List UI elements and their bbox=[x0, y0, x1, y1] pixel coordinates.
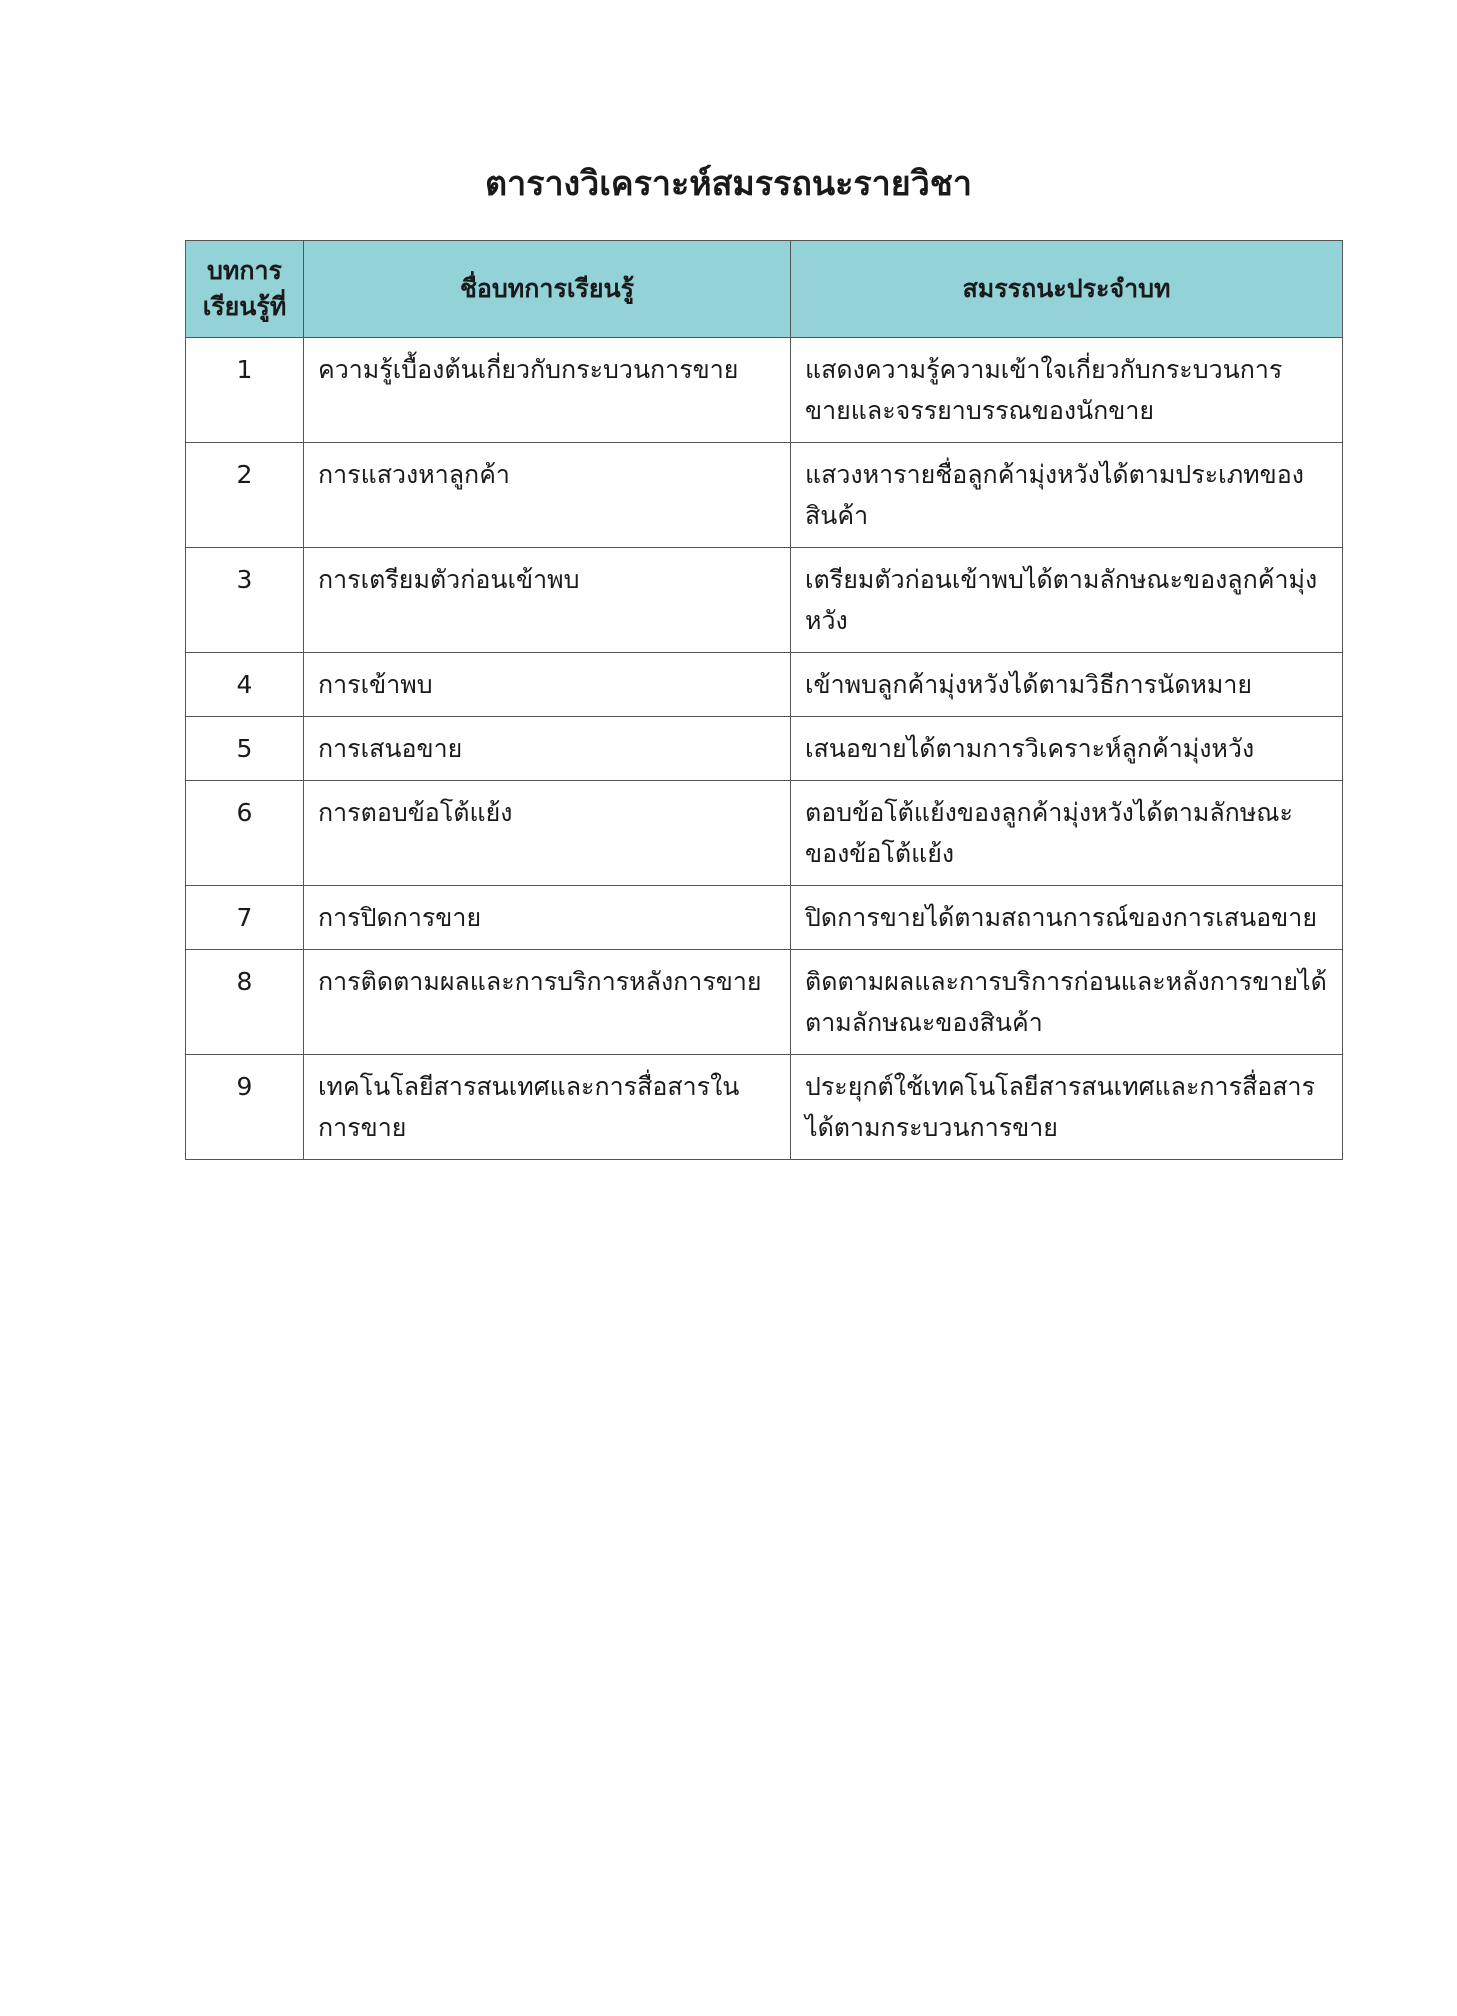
chapter-competency: แสดงความรู้ความเข้าใจเกี่ยวกับกระบวนการขายและจรรยาบรรณของนักขาย bbox=[791, 338, 1343, 443]
chapter-competency: ปิดการขายได้ตามสถานการณ์ของการเสนอขาย bbox=[791, 886, 1343, 950]
chapter-name: การตอบข้อโต้แย้ง bbox=[304, 781, 791, 886]
chapter-name: การเตรียมตัวก่อนเข้าพบ bbox=[304, 548, 791, 653]
table-row bbox=[186, 886, 1343, 950]
chapter-number: 4 bbox=[186, 653, 304, 717]
chapter-competency: เตรียมตัวก่อนเข้าพบได้ตามลักษณะของลูกค้ามุ่งหวัง bbox=[791, 548, 1343, 653]
table-header-row bbox=[186, 241, 1343, 338]
chapter-name: ความรู้เบื้องต้นเกี่ยวกับกระบวนการขาย bbox=[304, 338, 791, 443]
chapter-competency: ตอบข้อโต้แย้งของลูกค้ามุ่งหวังได้ตามลักษณะของข้อโต้แย้ง bbox=[791, 781, 1343, 886]
header-chapter: บทการเรียนรู้ที่ bbox=[186, 241, 304, 338]
table-row bbox=[186, 443, 1343, 548]
table-row bbox=[186, 653, 1343, 717]
chapter-name: การเข้าพบ bbox=[304, 653, 791, 717]
chapter-name: การเสนอขาย bbox=[304, 717, 791, 781]
table-row bbox=[186, 338, 1343, 443]
table-row bbox=[186, 781, 1343, 886]
chapter-number: 3 bbox=[186, 548, 304, 653]
chapter-number: 5 bbox=[186, 717, 304, 781]
chapter-competency: ประยุกต์ใช้เทคโนโลยีสารสนเทศและการสื่อสารได้ตามกระบวนการขาย bbox=[791, 1055, 1343, 1160]
chapter-number: 9 bbox=[186, 1055, 304, 1160]
table-row bbox=[186, 717, 1343, 781]
table-row bbox=[186, 548, 1343, 653]
chapter-number: 7 bbox=[186, 886, 304, 950]
chapter-name: เทคโนโลยีสารสนเทศและการสื่อสารในการขาย bbox=[304, 1055, 791, 1160]
chapter-number: 1 bbox=[186, 338, 304, 443]
header-name: ชื่อบทการเรียนรู้ bbox=[304, 241, 791, 338]
table-row bbox=[186, 950, 1343, 1055]
competency-table bbox=[185, 240, 1343, 1160]
chapter-name: การแสวงหาลูกค้า bbox=[304, 443, 791, 548]
table-row bbox=[186, 1055, 1343, 1160]
chapter-number: 8 bbox=[186, 950, 304, 1055]
chapter-name: การติดตามผลและการบริการหลังการขาย bbox=[304, 950, 791, 1055]
chapter-number: 2 bbox=[186, 443, 304, 548]
chapter-number: 6 bbox=[186, 781, 304, 886]
chapter-competency: ติดตามผลและการบริการก่อนและหลังการขายได้ตามลักษณะของสินค้า bbox=[791, 950, 1343, 1055]
chapter-competency: เข้าพบลูกค้ามุ่งหวังได้ตามวิธีการนัดหมาย bbox=[791, 653, 1343, 717]
chapter-competency: แสวงหารายชื่อลูกค้ามุ่งหวังได้ตามประเภทของสินค้า bbox=[791, 443, 1343, 548]
chapter-name: การปิดการขาย bbox=[304, 886, 791, 950]
chapter-competency: เสนอขายได้ตามการวิเคราะห์ลูกค้ามุ่งหวัง bbox=[791, 717, 1343, 781]
page-title: ตารางวิเคราะห์สมรรถนะรายวิชา bbox=[485, 164, 972, 204]
header-competency: สมรรถนะประจำบท bbox=[791, 241, 1343, 338]
